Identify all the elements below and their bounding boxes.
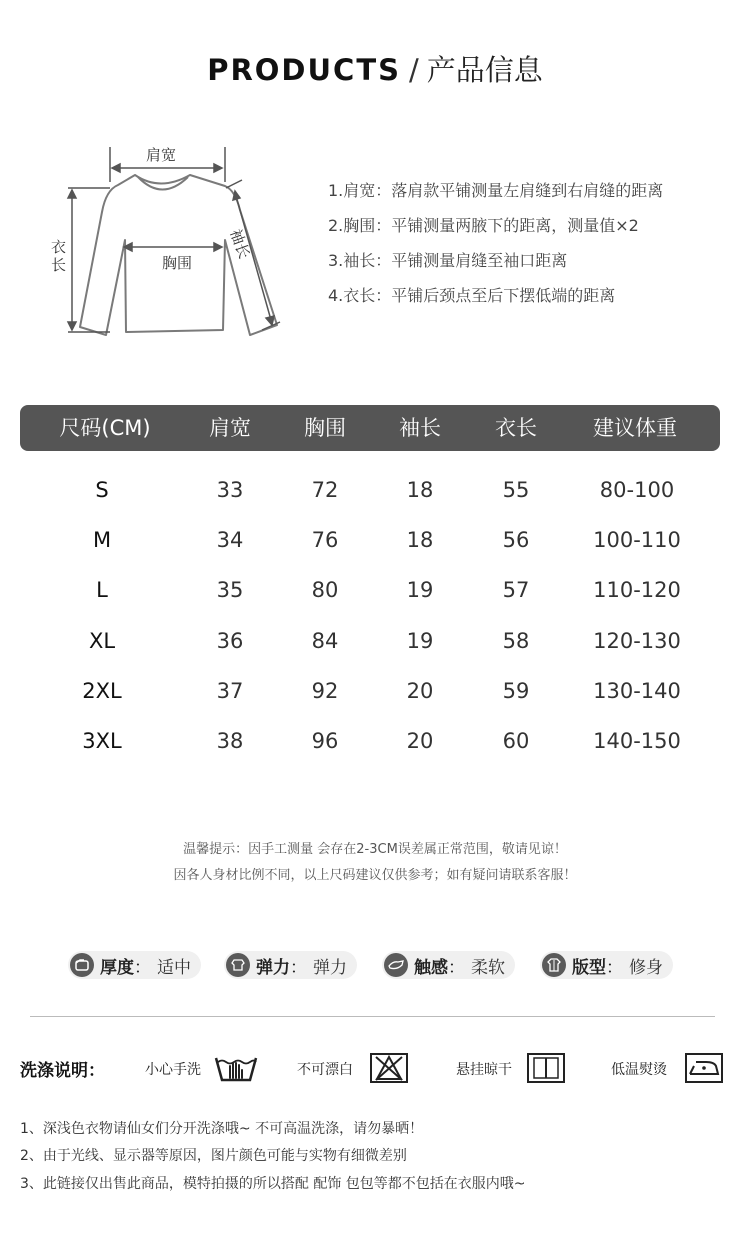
wash-label-hand-wash: 小心手洗 <box>145 1062 201 1078</box>
cell-size: M <box>92 528 112 552</box>
footer-note-2: 2、由于光线、显示器等原因，图片颜色可能与实物有细微差别 <box>20 1148 407 1164</box>
cell-chest: 84 <box>311 629 339 653</box>
cell-size: 2XL <box>82 679 122 703</box>
thickness-icon <box>70 953 94 977</box>
attribute-key: 版型 <box>572 957 606 978</box>
title-separator: / <box>409 53 419 87</box>
cell-length: 59 <box>502 679 530 703</box>
cell-sleeve: 20 <box>406 679 434 703</box>
table-row <box>20 676 720 706</box>
hang-dry-icon <box>526 1052 566 1088</box>
attribute-key: 弹力 <box>256 957 290 978</box>
diagram-chest-label: 胸围 <box>162 254 193 272</box>
no-bleach-icon <box>369 1052 409 1088</box>
note-sleeve: 3.袖长：平铺测量肩缝至袖口距离 <box>328 251 568 270</box>
cell-chest: 80 <box>311 578 339 602</box>
attribute-fit <box>540 951 673 979</box>
touch-icon <box>384 953 408 977</box>
header-sleeve: 袖长 <box>399 416 441 440</box>
diagram-length-label: 衣长 <box>51 238 67 274</box>
cell-size: L <box>96 578 108 602</box>
attribute-colon: ： <box>606 957 623 978</box>
hand-wash-icon <box>214 1052 258 1088</box>
cell-shoulder: 36 <box>216 629 244 653</box>
cell-chest: 72 <box>311 478 339 502</box>
attribute-colon: ： <box>448 957 465 978</box>
header-chest: 胸围 <box>304 416 346 440</box>
cell-sleeve: 19 <box>406 578 434 602</box>
header-size: 尺码(CM) <box>59 416 151 440</box>
section-divider <box>30 1016 715 1017</box>
cell-weight: 140-150 <box>593 729 681 753</box>
wash-label-hang-dry: 悬挂晾干 <box>456 1062 512 1078</box>
attribute-value: 弹力 <box>313 957 347 978</box>
cell-sleeve: 19 <box>406 629 434 653</box>
attribute-colon: ： <box>290 957 307 978</box>
stretch-icon <box>226 953 250 977</box>
header-length: 衣长 <box>495 416 537 440</box>
attribute-touch <box>382 951 515 979</box>
page-title <box>0 48 750 89</box>
attribute-key: 厚度 <box>100 957 134 978</box>
cell-sleeve: 18 <box>406 528 434 552</box>
table-row <box>20 475 720 505</box>
attribute-key: 触感 <box>414 957 448 978</box>
cell-shoulder: 38 <box>216 729 244 753</box>
cell-length: 60 <box>502 729 530 753</box>
diagram-shoulder-label: 肩宽 <box>146 146 177 164</box>
table-row <box>20 726 720 756</box>
cell-length: 58 <box>502 629 530 653</box>
header-shoulder: 肩宽 <box>209 416 251 440</box>
cell-size: XL <box>88 629 116 653</box>
attribute-thickness <box>68 951 201 979</box>
table-row <box>20 575 720 605</box>
attribute-value: 修身 <box>629 957 663 978</box>
footer-note-3: 3、此链接仅出售此商品，模特拍摄的所以搭配 配饰 包包等都不包括在衣服内哦~ <box>20 1176 526 1192</box>
wash-label-no-bleach: 不可漂白 <box>297 1062 353 1078</box>
fit-icon <box>542 953 566 977</box>
cell-shoulder: 37 <box>216 679 244 703</box>
attribute-value: 适中 <box>157 957 191 978</box>
cell-length: 56 <box>502 528 530 552</box>
cell-weight: 130-140 <box>593 679 681 703</box>
attribute-stretch <box>224 951 357 979</box>
title-cn: 产品信息 <box>426 53 543 87</box>
cell-size: S <box>95 478 109 502</box>
wash-label-low-iron: 低温熨烫 <box>611 1062 667 1078</box>
cell-weight: 100-110 <box>593 528 681 552</box>
cell-chest: 92 <box>311 679 339 703</box>
cell-size: 3XL <box>82 729 122 753</box>
attribute-value: 柔软 <box>471 957 505 978</box>
note-length: 4.衣长：平铺后颈点至后下摆低端的距离 <box>328 286 616 305</box>
diagram-sleeve-label: 袖长 <box>226 226 254 262</box>
cell-shoulder: 34 <box>216 528 244 552</box>
washing-title: 洗涤说明： <box>20 1061 105 1081</box>
note-shoulder: 1.肩宽：落肩款平铺测量左肩缝到右肩缝的距离 <box>328 181 664 200</box>
cell-shoulder: 33 <box>216 478 244 502</box>
cell-chest: 76 <box>311 528 339 552</box>
size-table-header <box>20 405 720 451</box>
title-en: PRODUCTS <box>207 53 401 87</box>
tip-line-1: 温馨提示：因手工测量 会存在2-3CM误差属正常范围，敬请见谅！ <box>183 842 567 857</box>
attribute-colon: ： <box>134 957 151 978</box>
cell-shoulder: 35 <box>216 578 244 602</box>
note-chest: 2.胸围：平铺测量两腋下的距离，测量值×2 <box>328 216 639 235</box>
cell-sleeve: 18 <box>406 478 434 502</box>
cell-sleeve: 20 <box>406 729 434 753</box>
low-iron-icon <box>684 1052 724 1088</box>
table-row <box>20 626 720 656</box>
header-weight: 建议体重 <box>593 416 677 440</box>
cell-chest: 96 <box>311 729 339 753</box>
table-row <box>20 525 720 555</box>
footer-note-1: 1、深浅色衣物请仙女们分开洗涤哦~ 不可高温洗涤，请勿暴晒！ <box>20 1121 424 1137</box>
measurement-diagram <box>40 130 300 350</box>
cell-length: 55 <box>502 478 530 502</box>
measurement-notes <box>328 178 663 318</box>
tip-line-2: 因各人身材比例不同，以上尺码建议仅供参考；如有疑问请联系客服！ <box>173 868 577 883</box>
cell-length: 57 <box>502 578 530 602</box>
cell-weight: 120-130 <box>593 629 681 653</box>
cell-weight: 80-100 <box>599 478 675 502</box>
cell-weight: 110-120 <box>593 578 681 602</box>
